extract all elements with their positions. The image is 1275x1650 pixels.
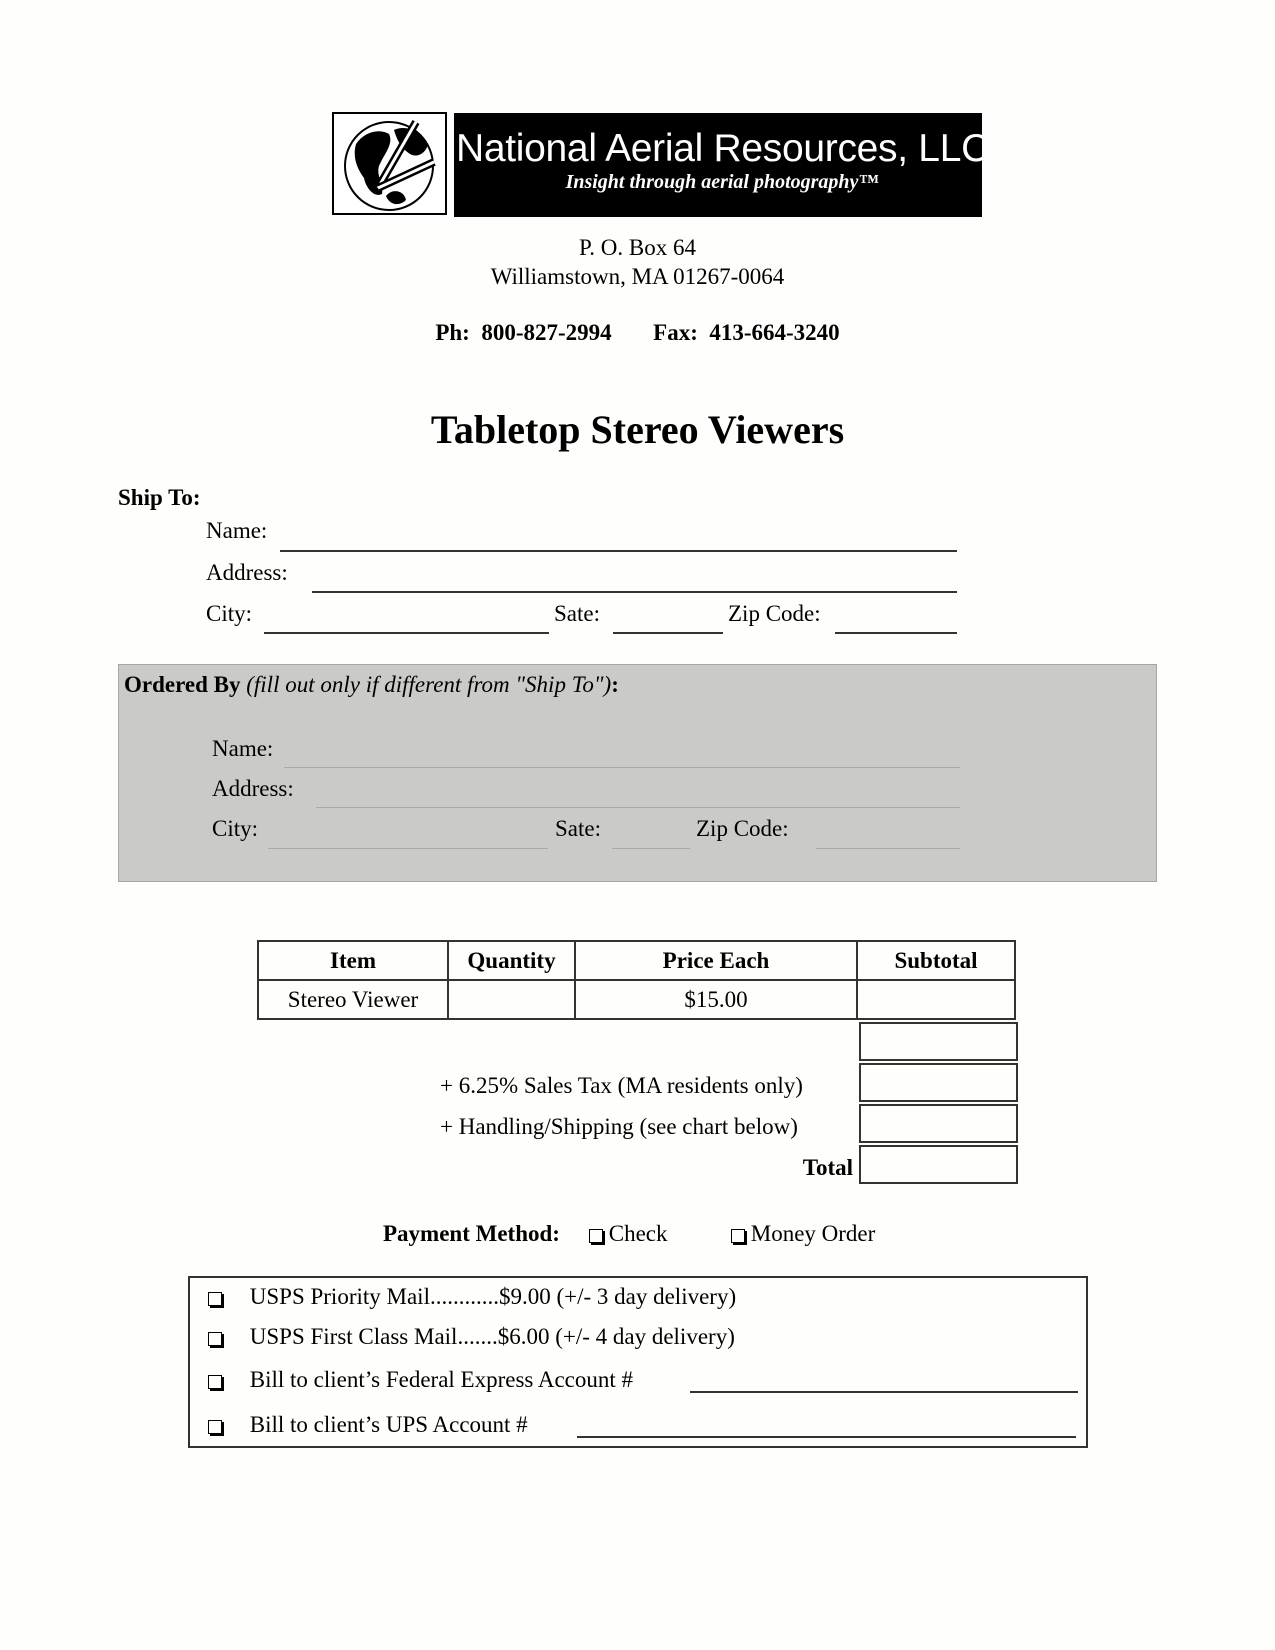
page-title: Tabletop Stereo Viewers	[430, 407, 845, 452]
payment-option-label: Money Order	[750, 1221, 876, 1246]
ordered-zip-label: Zip Code:	[696, 816, 789, 841]
ship-state-label: Sate:	[554, 601, 600, 626]
shipping-cell[interactable]	[859, 1104, 1018, 1143]
contact-info	[0, 320, 1275, 346]
column-header-price-each: Price Each	[575, 941, 857, 980]
fedex-account-field[interactable]	[690, 1391, 1078, 1393]
sales-tax-cell[interactable]	[859, 1063, 1018, 1102]
ship-name-field[interactable]	[280, 550, 957, 552]
checkbox-icon[interactable]	[208, 1332, 222, 1346]
ship-name-label: Name:	[206, 518, 268, 543]
shipping-option-label: USPS Priority Mail............$9.00 (+/- 3 day delivery)	[249, 1284, 737, 1309]
item-cell: Stereo Viewer	[258, 980, 448, 1019]
company-logo	[332, 112, 447, 215]
phone-number: 800-827-2994	[481, 320, 612, 345]
ship-state-field[interactable]	[613, 632, 723, 634]
payment-option-label: Check	[608, 1221, 668, 1246]
shipping-label: + Handling/Shipping (see chart below)	[440, 1114, 798, 1139]
ups-account-field[interactable]	[577, 1436, 1076, 1438]
ship-city-field[interactable]	[264, 632, 549, 634]
ordered-city-label: City:	[212, 816, 259, 841]
ordered-name-field[interactable]	[284, 767, 960, 768]
globe-icon	[334, 114, 445, 213]
payment-option-money-order[interactable]	[731, 1221, 875, 1247]
shipping-option-label: Bill to client’s UPS Account #	[249, 1412, 528, 1437]
table-header-row	[258, 941, 1015, 980]
shipping-option-label: Bill to client’s Federal Express Account #	[249, 1367, 634, 1392]
ship-address-label: Address:	[206, 560, 288, 585]
ship-address-field[interactable]	[312, 591, 957, 593]
fax-label: Fax:	[653, 320, 698, 345]
company-tagline: Insight through aerial photography™	[565, 171, 879, 193]
ordered-state-label: Sate:	[555, 816, 601, 841]
shipping-option-fedex[interactable]	[208, 1367, 633, 1393]
address-line-1: P. O. Box 64	[579, 235, 696, 260]
ordered-address-field[interactable]	[316, 807, 960, 808]
column-header-item: Item	[258, 941, 448, 980]
column-header-subtotal: Subtotal	[857, 941, 1015, 980]
ship-to-heading: Ship To:	[118, 485, 201, 510]
shipping-option-ups[interactable]	[208, 1412, 528, 1438]
checkbox-icon[interactable]	[208, 1375, 222, 1389]
phone-label: Ph:	[435, 320, 470, 345]
items-subtotal-cell[interactable]	[859, 1022, 1018, 1061]
price-each-cell: $15.00	[575, 980, 857, 1019]
address-line-2: Williamstown, MA 01267-0064	[490, 264, 785, 289]
checkbox-icon[interactable]	[731, 1229, 745, 1243]
shipping-option-priority[interactable]	[208, 1284, 736, 1310]
sales-tax-label: + 6.25% Sales Tax (MA residents only)	[440, 1073, 803, 1098]
ship-city-label: City:	[206, 601, 253, 626]
total-label: Total	[802, 1155, 853, 1180]
ordered-by-title: Ordered By	[124, 672, 241, 697]
shipping-option-first-class[interactable]	[208, 1324, 735, 1350]
company-name: National Aerial Resources, LLC	[456, 127, 989, 170]
order-table	[257, 940, 1016, 1020]
checkbox-icon[interactable]	[208, 1292, 222, 1306]
ordered-by-colon: :	[611, 672, 619, 697]
subtotal-cell[interactable]	[857, 980, 1015, 1019]
checkbox-icon[interactable]	[589, 1229, 603, 1243]
ordered-zip-field[interactable]	[816, 848, 960, 849]
ordered-by-heading	[124, 672, 619, 698]
checkbox-icon[interactable]	[208, 1420, 222, 1434]
shipping-option-label: USPS First Class Mail.......$6.00 (+/- 4 day delivery)	[249, 1324, 735, 1349]
ship-zip-field[interactable]	[835, 632, 957, 634]
payment-option-check[interactable]	[589, 1221, 668, 1247]
ordered-by-note: (fill out only if different from "Ship To")	[246, 672, 612, 697]
ship-zip-label: Zip Code:	[728, 601, 821, 626]
payment-method-label: Payment Method:	[383, 1221, 560, 1246]
total-cell[interactable]	[859, 1145, 1018, 1184]
fax-number: 413-664-3240	[709, 320, 840, 345]
ordered-state-field[interactable]	[612, 848, 690, 849]
table-row	[258, 980, 1015, 1019]
column-header-quantity: Quantity	[448, 941, 575, 980]
company-banner	[454, 113, 989, 217]
quantity-cell[interactable]	[448, 980, 575, 1019]
ordered-address-label: Address:	[212, 776, 294, 801]
ordered-name-label: Name:	[212, 736, 274, 761]
ordered-city-field[interactable]	[268, 848, 548, 849]
